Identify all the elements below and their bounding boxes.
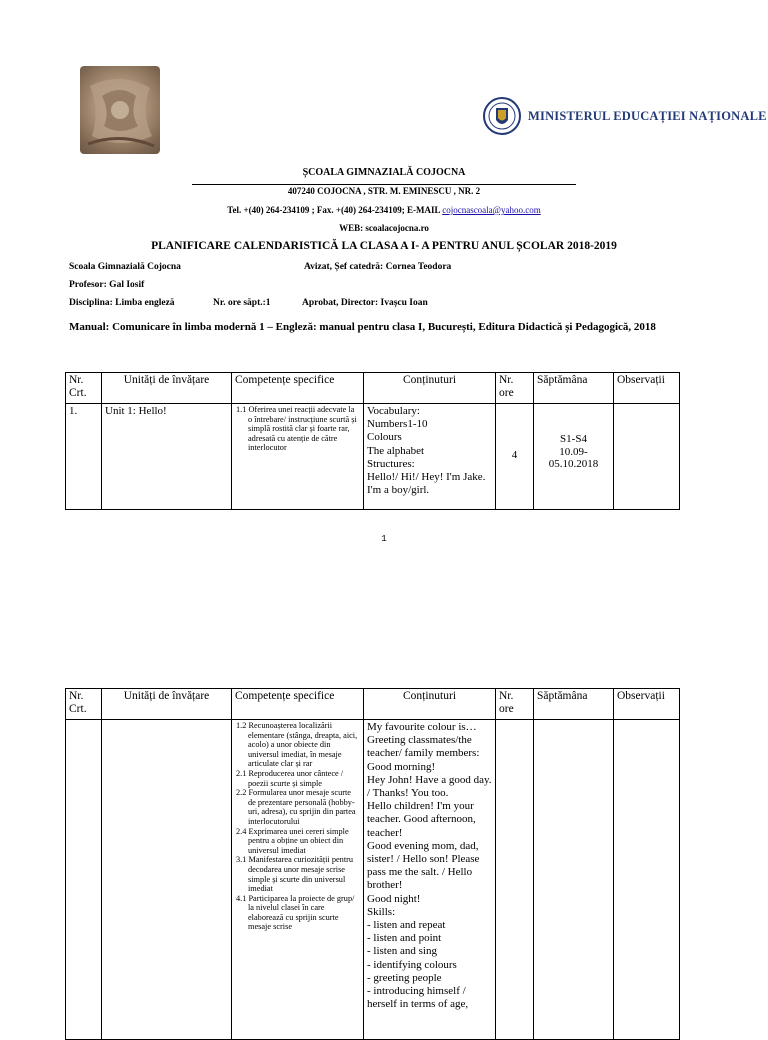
ministry-crest-icon — [482, 88, 522, 144]
content-item: Hello children! I'm your teacher. Good afternoon, teacher! — [367, 800, 476, 839]
row2-hours — [496, 720, 534, 1040]
page-number: 1 — [381, 534, 387, 544]
content-item: - greeting people — [367, 971, 442, 984]
content-item: Hello!/ Hi!/ Hey! I'm Jake. I'm a boy/girl. — [367, 471, 486, 497]
content-item: - identifying colours — [367, 958, 457, 971]
content-item: Hey John! Have a good day. / Thanks! You too. — [367, 773, 492, 800]
competence-item: 1.1 Oferirea unei reacții adecvate la o întrebare/ instrucțiune scurtă și simplă rostită clar și foarte rar, adresată cu atenție de către interlocutor — [236, 405, 357, 453]
plan-title: PLANIFICARE CALENDARISTICĂ LA CLASA A I- A PENTRU ANUL ȘCOLAR 2018-2019 — [151, 240, 617, 252]
header-week: Săptămâna — [534, 373, 614, 404]
school-website: WEB: scoalacojocna.ro — [339, 223, 429, 233]
header-week: Săptămâna — [534, 689, 614, 720]
competence-item: 2.1 Reproducerea unor cântece / poezii scurte și simple — [236, 768, 344, 788]
content-item: Numbers1-10 — [367, 418, 428, 431]
content-item: - introducing himself / herself in terms of age, — [367, 985, 469, 1011]
competence-item: 4.1 Participarea la proiecte de grup/ la nivelul clasei în care elaborează cu sprijin scurte mesaje scrise — [236, 893, 355, 932]
row1-nr: 1. — [66, 404, 102, 510]
carved-emblem-icon — [80, 66, 160, 154]
row1-content — [364, 404, 496, 510]
info-approved-head: Avizat, Șef catedră: Cornea Teodora — [304, 262, 452, 272]
content-item: - listen and repeat — [367, 919, 446, 932]
content-item: Greeting classmates/the teacher/ family members: — [367, 734, 480, 760]
ministry-logo — [482, 86, 767, 146]
header-content: Conținuturi — [364, 373, 496, 404]
header-observations: Observații — [614, 373, 680, 404]
row1-observations — [614, 404, 680, 510]
info-approved-director: Aprobat, Director: Ivașcu Ioan — [302, 298, 428, 308]
row2-week — [534, 720, 614, 1040]
planning-table-page-1 — [65, 372, 680, 510]
content-item: Good night! — [367, 892, 421, 905]
header-competences: Competențe specifice — [232, 373, 364, 404]
info-manual: Manual: Comunicare în limba modernă 1 – Engleză: manual pentru clasa I, București, Editura Didactică și Pedagogică, 2018 — [69, 321, 656, 333]
row1-competences — [232, 404, 364, 510]
competence-item: 2.2 Formularea unor mesaje scurte de prezentare personală (hobby-uri, adresa), cu sprijin din partea interlocutorului — [236, 788, 356, 826]
table-header-row — [66, 689, 680, 720]
header-hours: Nr. ore — [496, 689, 534, 720]
email-link[interactable]: cojocnascoala@yahoo.com — [442, 205, 541, 215]
header-units: Unități de învățare — [102, 373, 232, 404]
header-nr: Nr. Crt. — [66, 689, 102, 720]
content-item: - listen and point — [367, 932, 442, 945]
table-row — [66, 404, 680, 510]
school-name: ȘCOALA GIMNAZIALĂ COJOCNA — [302, 167, 466, 178]
content-item: Colours — [367, 431, 402, 444]
header-competences: Competențe specifice — [232, 689, 364, 720]
content-item: My favourite colour is… — [367, 721, 477, 733]
school-contact — [0, 205, 768, 215]
week-range: S1-S4 10.09- 05.10.2018 — [548, 433, 599, 470]
row1-unit: Unit 1: Hello! — [102, 404, 232, 510]
row2-content — [364, 720, 496, 1040]
content-item: Good morning! — [367, 760, 436, 773]
row1-week — [534, 404, 614, 510]
table-header-row — [66, 373, 680, 404]
content-item: - listen and sing — [367, 945, 437, 958]
content-item: Vocabulary: — [367, 405, 420, 417]
row2-competences — [232, 720, 364, 1040]
ministry-name: MINISTERUL EDUCAȚIEI NAȚIONALE — [528, 108, 767, 123]
info-teacher: Profesor: Gal Iosif — [69, 280, 145, 290]
competence-item: 3.1 Manifestarea curiozității pentru decodarea unor mesaje scrise simple și scurte din universul imediat — [236, 855, 354, 894]
info-school: Scoala Gimnazială Cojocna — [69, 262, 181, 272]
row1-hours: 4 — [496, 404, 534, 510]
header-nr: Nr. Crt. — [66, 373, 102, 404]
row2-observations — [614, 720, 680, 1040]
content-item: Skills: — [367, 905, 396, 918]
header-observations: Observații — [614, 689, 680, 720]
row2-nr — [66, 720, 102, 1040]
content-item: Good evening mom, dad, sister! / Hello son! Please pass me the salt. / Hello brother! — [367, 839, 480, 892]
info-hours: Nr. ore săpt.:1 — [213, 298, 271, 308]
content-item: Structures: — [367, 457, 415, 470]
header-units: Unități de învățare — [102, 689, 232, 720]
competence-item: 1.2 Recunoașterea localizării elementare (stânga, dreapta, aici, acolo) a unor obiecte din universul imediat, în mesaje articulate clar și rar — [236, 721, 358, 769]
school-emblem-image — [80, 66, 160, 154]
planning-table-page-2 — [65, 688, 680, 1040]
competence-item: 2.4 Exprimarea unei cereri simple pentru a obține un obiect din universul imediat — [236, 826, 349, 855]
header-content: Conținuturi — [364, 689, 496, 720]
contact-phone-fax: Tel. +(40) 264-234109 ; Fax. +(40) 264-234109; E-MAIL — [227, 205, 443, 215]
info-discipline: Disciplina: Limba engleză — [69, 298, 175, 308]
school-address: 407240 COJOCNA , STR. M. EMINESCU , NR. 2 — [287, 186, 481, 196]
header-hours: Nr. ore — [496, 373, 534, 404]
row2-unit — [102, 720, 232, 1040]
header-divider — [192, 184, 576, 185]
content-item: The alphabet — [367, 444, 425, 457]
table-row — [66, 720, 680, 1040]
